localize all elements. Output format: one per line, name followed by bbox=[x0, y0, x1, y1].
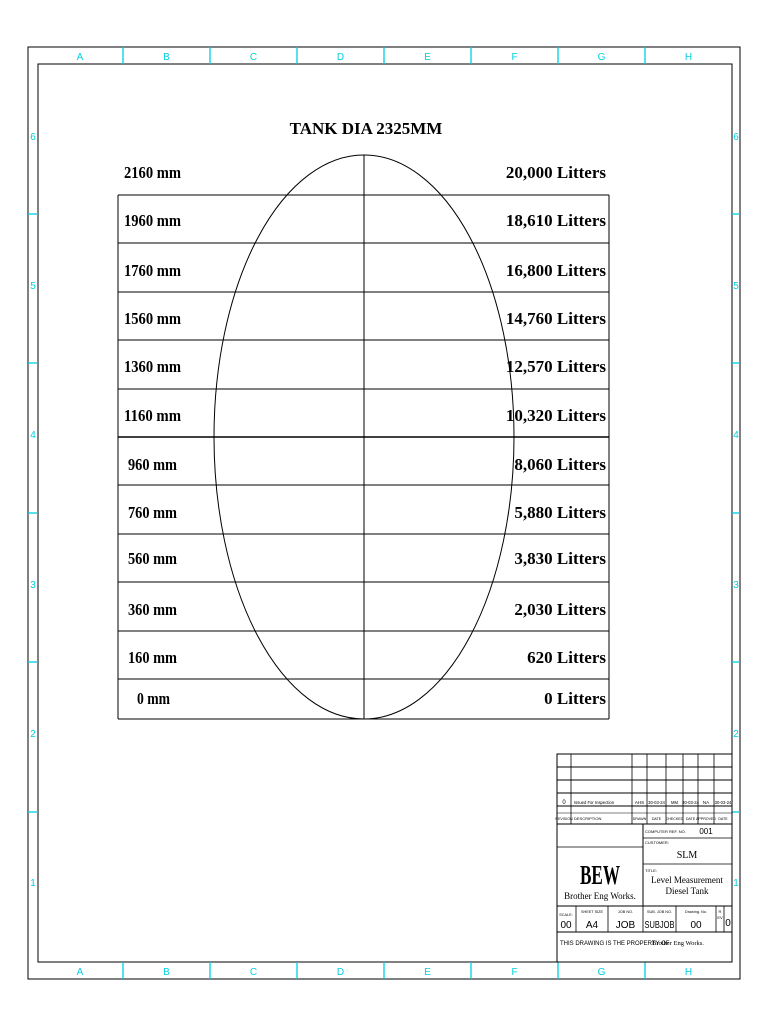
level-volume: 5,880 Litters bbox=[514, 503, 606, 522]
header-checked: CHECKED bbox=[665, 817, 684, 821]
zone-row-label-left: 6 bbox=[30, 132, 36, 143]
level-height: 760 mm bbox=[128, 503, 177, 522]
header-date-3: DATE bbox=[718, 817, 728, 821]
rev-value: 0 bbox=[725, 918, 731, 929]
zone-row-label-left: 5 bbox=[30, 281, 36, 292]
zone-col-label-bottom: E bbox=[424, 967, 431, 978]
zone-col-label-top: E bbox=[424, 52, 431, 63]
level-volume: 2,030 Litters bbox=[514, 600, 606, 619]
level-table bbox=[118, 155, 609, 719]
drawing-no-value: 00 bbox=[690, 920, 702, 931]
zone-col-label-bottom: B bbox=[163, 967, 170, 978]
zone-row-label-left: 1 bbox=[30, 878, 36, 889]
level-volume: 16,800 Litters bbox=[505, 261, 606, 280]
header-date-2: DATE bbox=[685, 817, 696, 821]
company-logo: BEW bbox=[580, 860, 620, 890]
level-volume: 10,320 Litters bbox=[505, 406, 606, 425]
zone-col-label-bottom: G bbox=[597, 967, 606, 978]
level-volume: 20,000 Litters bbox=[505, 163, 606, 182]
drawing-no-label: Drawing. No. bbox=[685, 910, 707, 914]
level-height: 360 mm bbox=[128, 600, 177, 619]
zone-row-label-right: 5 bbox=[733, 281, 739, 292]
scale-value: 00 bbox=[560, 920, 572, 931]
zone-row-label-right: 6 bbox=[733, 132, 739, 143]
zone-row-label-left: 2 bbox=[30, 729, 36, 740]
zone-row-label-right: 4 bbox=[733, 430, 739, 441]
level-height: 1160 mm bbox=[124, 406, 181, 425]
sheet-size-label: SHEET SIZE bbox=[580, 910, 604, 914]
level-volume: 3,830 Litters bbox=[514, 549, 606, 568]
computer-ref-label: COMPUTER REF. NO. bbox=[645, 829, 686, 834]
job-label: JOB NO. bbox=[617, 910, 634, 914]
zone-col-label-top: C bbox=[249, 52, 258, 63]
rev-label: R bbox=[718, 909, 722, 914]
header-description: DESCRIPTION bbox=[574, 816, 602, 821]
rev-label-2: EV bbox=[717, 915, 723, 920]
rev-checked: MM bbox=[671, 800, 678, 805]
level-height: 160 mm bbox=[128, 648, 177, 667]
zone-col-label-bottom: C bbox=[249, 967, 258, 978]
rev-no: 0 bbox=[562, 800, 566, 806]
level-height: 2160 mm bbox=[124, 163, 181, 182]
zone-row-label-left: 3 bbox=[30, 580, 36, 591]
zone-col-label-top: A bbox=[76, 52, 84, 63]
sheet-size-value: A4 bbox=[585, 920, 599, 931]
customer-value: SLM bbox=[676, 850, 698, 861]
level-volume: 620 Litters bbox=[527, 648, 606, 667]
zone-row-label-left: 4 bbox=[30, 430, 36, 441]
property-note: THIS DRAWING IS THE PROPERTY OF bbox=[560, 941, 670, 947]
subjob-label: SUB. JOB NO. bbox=[646, 910, 673, 914]
level-volume: 18,610 Litters bbox=[505, 211, 606, 230]
level-volume: 12,570 Litters bbox=[505, 357, 606, 376]
level-volume: 0 Litters bbox=[544, 689, 606, 708]
tank-title: TANK DIA 2325MM bbox=[289, 119, 443, 138]
scale-label: SCALE: bbox=[559, 913, 573, 917]
zone-col-label-top: F bbox=[511, 52, 518, 63]
drawing-title-line-1: Level Measurement bbox=[651, 875, 723, 885]
level-height: 1760 mm bbox=[124, 261, 181, 280]
header-date-1: DATE bbox=[651, 817, 662, 821]
zone-row-label-right: 3 bbox=[733, 580, 739, 591]
zone-row-label-right: 1 bbox=[733, 878, 739, 889]
zone-row-label-right: 2 bbox=[733, 729, 739, 740]
rev-drawn: AHS bbox=[634, 800, 645, 805]
title-block bbox=[555, 754, 732, 962]
level-height: 1960 mm bbox=[124, 211, 181, 230]
computer-ref-value: 001 bbox=[699, 827, 713, 836]
zone-col-label-bottom: A bbox=[76, 967, 84, 978]
zone-col-label-bottom: D bbox=[336, 967, 345, 978]
level-height: 1560 mm bbox=[124, 309, 181, 328]
property-company: Brother Eng Works. bbox=[652, 940, 704, 947]
rev-checked-date: 30-03-24 bbox=[682, 800, 699, 805]
header-approved: APPROVED bbox=[696, 817, 716, 821]
company-name: Brother Eng Works. bbox=[564, 891, 636, 901]
zone-col-label-bottom: H bbox=[684, 967, 693, 978]
zone-col-label-top: H bbox=[684, 52, 693, 63]
title-label: TITLE: bbox=[645, 868, 658, 873]
level-height: 960 mm bbox=[128, 455, 177, 474]
header-drawn: DRAWN bbox=[632, 817, 647, 821]
drawing-title-line-2: Diesel Tank bbox=[665, 886, 709, 896]
rev-approved: NA bbox=[702, 800, 710, 805]
customer-label: CUSTOMER: bbox=[645, 840, 669, 845]
rev-approved-date: 30-03-24 bbox=[714, 800, 732, 805]
zone-col-label-top: D bbox=[336, 52, 345, 63]
rev-description: Issued For Inspection bbox=[574, 800, 615, 805]
level-height: 0 mm bbox=[137, 689, 170, 708]
zone-col-label-top: G bbox=[597, 52, 606, 63]
level-volume: 8,060 Litters bbox=[514, 455, 606, 474]
zone-col-label-top: B bbox=[163, 52, 170, 63]
job-value: JOB bbox=[615, 920, 636, 931]
level-height: 1360 mm bbox=[124, 357, 181, 376]
rev-drawn-date: 30-03-24 bbox=[648, 800, 665, 805]
level-height: 560 mm bbox=[128, 549, 177, 568]
zone-col-label-bottom: F bbox=[511, 967, 518, 978]
header-revision: REVISION bbox=[555, 817, 573, 821]
subjob-value: SUBJOB bbox=[644, 920, 675, 931]
level-volume: 14,760 Litters bbox=[505, 309, 606, 328]
